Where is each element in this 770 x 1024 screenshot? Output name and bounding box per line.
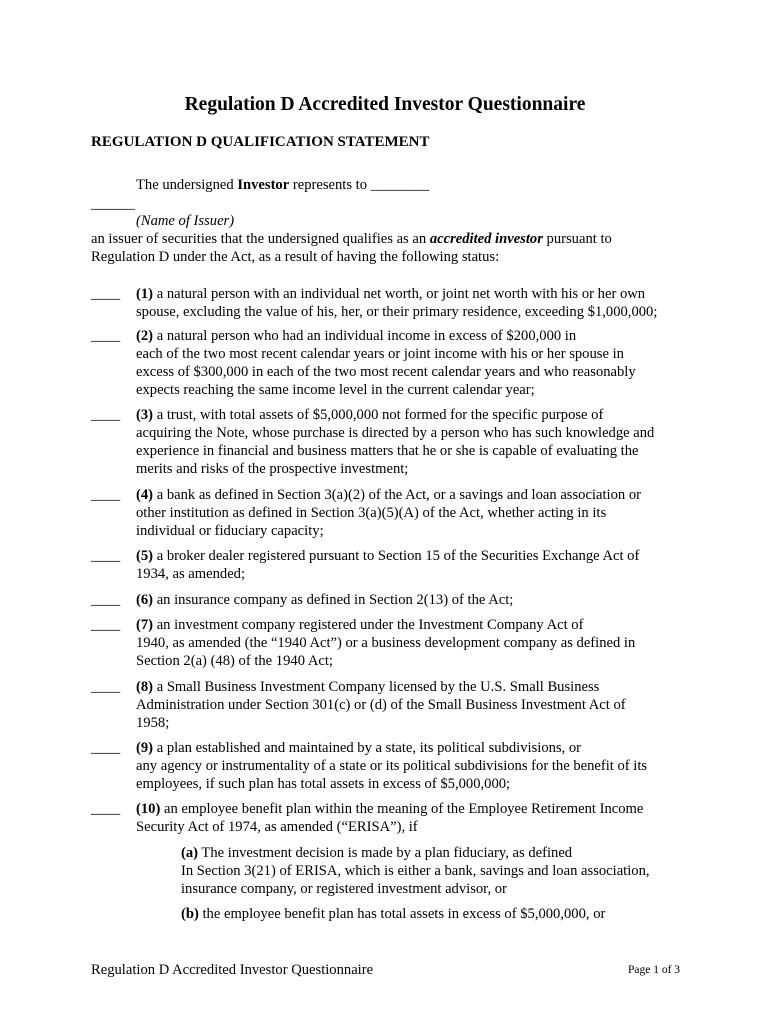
- status-item-line: each of the two most recent calendar years or joint income with his or her spouse in: [136, 346, 624, 362]
- status-item-text: [136, 285, 696, 321]
- status-item-number: (1): [136, 286, 154, 302]
- status-item-number: (9): [136, 740, 154, 756]
- intro-line-3: an issuer of securities that the undersigned qualifies as an accredited investor pursuant to: [91, 231, 612, 247]
- issuer-label: (Name of Issuer): [136, 213, 235, 229]
- checkbox-blank[interactable]: ____: [91, 286, 121, 302]
- checkbox-blank[interactable]: ____: [91, 407, 121, 423]
- checkbox-blank[interactable]: ____: [91, 548, 121, 564]
- status-item-line: expects reaching the same income level in the current calendar year;: [136, 382, 535, 398]
- status-item-line: 1940, as amended (the “1940 Act”) or a business development company as defined in: [136, 635, 636, 651]
- status-item-line: merits and risks of the prospective investment;: [136, 461, 409, 477]
- status-item-first-line: [136, 616, 696, 634]
- status-item-line: Security Act of 1974, as amended (“ERISA”), if: [136, 819, 418, 835]
- status-item-number: (3): [136, 407, 154, 423]
- status-item-line: other institution as defined in Section 3(a)(5)(A) of the Act, whether acting in its: [136, 505, 607, 521]
- status-item-line: individual or fiduciary capacity;: [136, 523, 324, 539]
- status-item-text: [136, 486, 696, 540]
- erisa-condition-first-line: [181, 905, 701, 923]
- status-item-number: (4): [136, 487, 154, 503]
- status-item-line: a trust, with total assets of $5,000,000 not formed for the specific purpose of: [156, 407, 604, 423]
- status-item-line: an employee benefit plan within the meaning of the Employee Retirement Income: [163, 801, 644, 817]
- status-item-number: (10): [136, 801, 161, 817]
- intro-line-1: The undersigned Investor represents to ________: [136, 177, 430, 193]
- status-item-text: [136, 678, 696, 732]
- erisa-condition-line: The investment decision is made by a plan fiduciary, as defined: [201, 845, 573, 861]
- checkbox-blank[interactable]: ____: [91, 487, 121, 503]
- status-item-text: [136, 616, 696, 670]
- status-item-text: [136, 327, 696, 399]
- status-item-number: (8): [136, 679, 154, 695]
- status-item-number: (6): [136, 592, 154, 608]
- section-heading: REGULATION D QUALIFICATION STATEMENT: [91, 134, 430, 150]
- checkbox-blank[interactable]: ____: [91, 740, 121, 756]
- status-item-line: an insurance company as defined in Section 2(13) of the Act;: [156, 592, 514, 608]
- page-number: Page 1 of 3: [628, 964, 681, 976]
- status-item-number: (7): [136, 617, 154, 633]
- erisa-condition-line: In Section 3(21) of ERISA, which is either a bank, savings and loan association,: [181, 863, 650, 879]
- status-item-line: 1934, as amended;: [136, 566, 246, 582]
- erisa-condition: [181, 905, 701, 923]
- status-item-line: Administration under Section 301(c) or (d) of the Small Business Investment Act of: [136, 697, 626, 713]
- status-item-line: a plan established and maintained by a state, its political subdivisions, or: [156, 740, 582, 756]
- status-item-line: excess of $300,000 in each of the two most recent calendar years and who reasonably: [136, 364, 636, 380]
- status-item-line: experience in financial and business matters that he or she is capable of evaluating the: [136, 443, 639, 459]
- status-item-number: (5): [136, 548, 154, 564]
- status-item-text: [136, 591, 696, 609]
- status-item-line: a natural person with an individual net worth, or joint net worth with his or her own: [156, 286, 646, 302]
- erisa-condition-label: (a): [181, 845, 199, 861]
- status-item-first-line: [136, 486, 696, 504]
- issuer-name-blank: represents to ________: [289, 177, 430, 193]
- status-item-first-line: [136, 678, 696, 696]
- status-item-line: 1958;: [136, 715, 170, 731]
- status-item-line: an investment company registered under the Investment Company Act of: [156, 617, 584, 633]
- status-item-line: a Small Business Investment Company licensed by the U.S. Small Business: [156, 679, 600, 695]
- erisa-condition-first-line: [181, 844, 701, 862]
- status-item-first-line: [136, 285, 696, 303]
- status-item-text: [136, 547, 696, 583]
- status-item-line: employees, if such plan has total assets in excess of $5,000,000;: [136, 776, 511, 792]
- status-item-text: [136, 406, 696, 478]
- status-item-first-line: [136, 327, 696, 345]
- checkbox-blank[interactable]: ____: [91, 328, 121, 344]
- checkbox-blank[interactable]: ____: [91, 617, 121, 633]
- status-item-text: [136, 800, 696, 836]
- status-item-first-line: [136, 406, 696, 424]
- erisa-condition-line: insurance company, or registered investment advisor, or: [181, 881, 507, 897]
- checkbox-blank[interactable]: ____: [91, 801, 121, 817]
- intro-line-2: ______: [91, 196, 135, 212]
- status-item-text: [136, 739, 696, 793]
- document-title: Regulation D Accredited Investor Questionnaire: [184, 94, 586, 115]
- checkbox-blank[interactable]: ____: [91, 679, 121, 695]
- status-item-line: a bank as defined in Section 3(a)(2) of the Act, or a savings and loan association or: [156, 487, 641, 503]
- checkbox-blank[interactable]: ____: [91, 592, 121, 608]
- erisa-condition-label: (b): [181, 906, 199, 922]
- status-item-line: a broker dealer registered pursuant to Section 15 of the Securities Exchange Act of: [156, 548, 640, 564]
- status-item-line: spouse, excluding the value of his, her, or their primary residence, exceeding $1,000,000;: [136, 304, 658, 320]
- status-item-first-line: [136, 547, 696, 565]
- status-item-line: acquiring the Note, whose purchase is directed by a person who has such knowledge and: [136, 425, 655, 441]
- erisa-condition: [181, 844, 701, 898]
- intro-line-4: Regulation D under the Act, as a result of having the following status:: [91, 249, 500, 265]
- erisa-condition-line: the employee benefit plan has total assets in excess of $5,000,000, or: [202, 906, 606, 922]
- status-item-first-line: [136, 800, 696, 818]
- status-item-first-line: [136, 591, 696, 609]
- footer-title: Regulation D Accredited Investor Questionnaire: [91, 962, 374, 978]
- status-item-number: (2): [136, 328, 154, 344]
- status-item-line: Section 2(a) (48) of the 1940 Act;: [136, 653, 333, 669]
- status-item-first-line: [136, 739, 696, 757]
- status-item-line: a natural person who had an individual income in excess of $200,000 in: [156, 328, 577, 344]
- status-item-line: any agency or instrumentality of a state or its political subdivisions for the benefit of its: [136, 758, 648, 774]
